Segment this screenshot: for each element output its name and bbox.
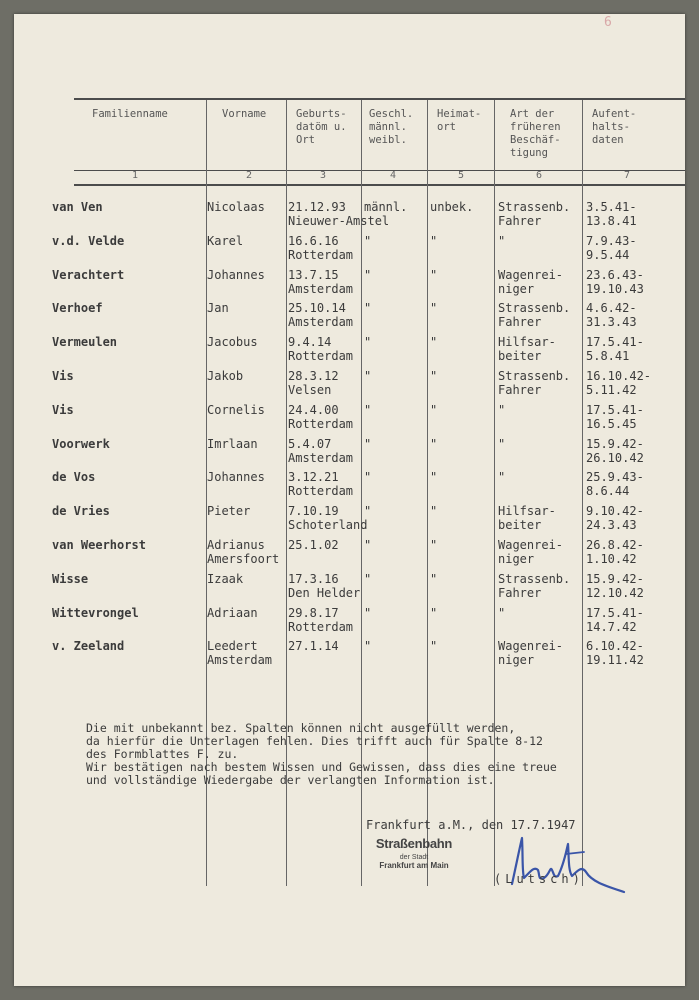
stay-dates-cell-line: 14.7.42: [586, 619, 637, 634]
col-number-5: 5: [458, 170, 465, 181]
home-town-cell-line: unbek.: [430, 200, 474, 214]
home-town-cell-line: ": [430, 571, 438, 586]
stamp-subtitle-1: der Stadt: [399, 854, 429, 861]
home-town-cell-line: ": [430, 436, 438, 451]
occupation-cell: [498, 335, 556, 363]
family-name-cell-line: Vis: [52, 402, 74, 417]
stay-dates-cell-line: 7.9.43-: [586, 233, 637, 248]
header-beschaeftigung: Art der früheren Beschäf- tigung: [510, 108, 561, 159]
birth-cell-line: 16.6.16: [288, 233, 339, 248]
family-name-cell-line: Verachtert: [52, 267, 125, 282]
family-name-cell-line: v.d. Velde: [52, 233, 125, 248]
occupation-cell: [498, 268, 563, 296]
first-name-cell: [207, 504, 250, 518]
stay-dates-cell: [586, 301, 637, 329]
first-name-cell: [207, 606, 258, 620]
sex-cell: [364, 639, 371, 653]
first-name-cell-line: Johannes: [207, 267, 265, 282]
table-row: [14, 538, 685, 571]
home-town-cell: [430, 504, 437, 518]
first-name-cell: [207, 572, 243, 586]
occupation-cell-line: Strassenb.: [498, 571, 571, 586]
birth-cell: [288, 572, 360, 600]
first-name-cell-line: Johannes: [207, 470, 265, 485]
table-row: [14, 639, 685, 672]
home-town-cell: [430, 234, 437, 248]
home-town-cell-line: ": [430, 301, 438, 316]
header-familienname: Familienname: [92, 108, 168, 120]
sex-cell-line: ": [364, 335, 372, 350]
sex-cell: [364, 369, 371, 383]
birth-cell-line: 7.10.19: [288, 504, 339, 519]
occupation-cell: [498, 369, 570, 397]
occupation-cell: [498, 437, 505, 451]
stay-dates-cell: [586, 369, 651, 397]
first-name-cell-line: Amersfoort: [207, 552, 280, 566]
stay-dates-cell-line: 17.5.41-: [586, 335, 644, 350]
footer-line-2: da hierfür die Unterlagen fehlen. Dies trifft auch für Spalte 8-12: [86, 734, 543, 748]
col-number-1: 1: [132, 170, 139, 181]
stay-dates-cell-line: 12.10.42: [586, 585, 644, 600]
family-name-cell-line: Voorwerk: [52, 436, 110, 451]
family-name-cell-line: de Vries: [52, 504, 110, 519]
table-row: [14, 403, 685, 436]
stay-dates-cell-line: 19.11.42: [586, 653, 644, 668]
sex-cell: [364, 538, 371, 552]
sex-cell-line: ": [364, 538, 372, 552]
birth-cell: [288, 268, 353, 296]
birth-cell-line: Nieuwer-Amstel: [288, 214, 390, 228]
family-name-cell: [52, 301, 103, 315]
table-row: [14, 504, 685, 537]
sex-cell-line: männl.: [364, 200, 408, 214]
stay-dates-cell-line: 15.9.42-: [586, 436, 644, 451]
table-row: [14, 437, 685, 470]
footer-line-3: des Formblattes F. zu.: [86, 747, 239, 761]
birth-cell-line: 21.12.93: [288, 200, 346, 214]
first-name-cell: [207, 538, 279, 566]
occupation-cell-line: Hilfsar-: [498, 504, 556, 519]
sex-cell: [364, 234, 371, 248]
sex-cell-line: ": [364, 402, 372, 417]
header-aufenthaltsdaten: Aufent- halts- daten: [592, 108, 637, 146]
sex-cell-line: ": [364, 436, 372, 451]
birth-cell-line: Den Helder: [288, 585, 361, 600]
occupation-cell-line: Fahrer: [498, 383, 542, 397]
home-town-cell: [430, 606, 437, 620]
first-name-cell: [207, 268, 265, 282]
table-row: [14, 606, 685, 639]
birth-cell-line: 24.4.00: [288, 402, 339, 417]
occupation-cell-line: niger: [498, 552, 535, 566]
header-heimatort: Heimat- ort: [437, 108, 482, 133]
first-name-cell-line: Cornelis: [207, 402, 265, 417]
stay-dates-cell: [586, 606, 644, 634]
birth-cell-line: 25.10.14: [288, 301, 346, 316]
first-name-cell-line: Jakob: [207, 369, 244, 383]
table-row: [14, 234, 685, 267]
first-name-cell: [207, 639, 272, 667]
home-town-cell: [430, 538, 437, 552]
birth-cell: [288, 504, 367, 532]
col-number-4: 4: [390, 170, 397, 181]
stay-dates-cell: [586, 403, 644, 431]
home-town-cell-line: ": [430, 538, 438, 552]
birth-cell-line: 5.4.07: [288, 436, 332, 451]
first-name-cell: [207, 200, 265, 214]
stay-dates-cell: [586, 639, 644, 667]
occupation-cell-line: Wagenrei-: [498, 639, 564, 654]
stay-dates-cell-line: 17.5.41-: [586, 402, 644, 417]
corner-mark: 6: [604, 15, 612, 30]
stay-dates-cell: [586, 504, 644, 532]
stay-dates-cell-line: 5.8.41: [586, 349, 630, 364]
first-name-cell-line: Amsterdam: [207, 653, 273, 668]
stay-dates-cell-line: 3.5.41-: [586, 200, 637, 214]
family-name-cell: [52, 369, 74, 383]
first-name-cell-line: Leedert: [207, 639, 258, 654]
first-name-cell-line: Jan: [207, 301, 229, 316]
first-name-cell-line: Adrianus: [207, 538, 265, 552]
family-name-cell: [52, 335, 117, 349]
stamp-title: Straßenbahn: [375, 836, 453, 851]
birth-cell: [288, 234, 353, 262]
footer-line-1: Die mit unbekannt bez. Spalten können nicht ausgefüllt werden,: [86, 721, 516, 735]
col-number-2: 2: [246, 170, 253, 181]
first-name-cell-line: Jacobus: [207, 335, 258, 350]
home-town-cell-line: ": [430, 504, 438, 519]
home-town-cell: [430, 572, 437, 586]
table-row: [14, 572, 685, 605]
birth-cell-line: Amsterdam: [288, 281, 354, 296]
birth-cell-line: Schoterland: [288, 518, 368, 533]
sex-cell-line: ": [364, 369, 372, 383]
stay-dates-cell-line: 6.10.42-: [586, 639, 644, 654]
sex-cell-line: ": [364, 233, 372, 248]
stay-dates-cell-line: 23.6.43-: [586, 267, 644, 282]
family-name-cell: [52, 639, 124, 653]
home-town-cell: [430, 268, 437, 282]
family-name-cell: [52, 572, 88, 586]
sex-cell: [364, 504, 371, 518]
first-name-cell-line: Pieter: [207, 504, 251, 519]
sex-cell: [364, 437, 371, 451]
family-name-cell: [52, 606, 139, 620]
header-geschlecht: Geschl. männl. weibl.: [369, 108, 414, 146]
stay-dates-cell: [586, 335, 644, 363]
family-name-cell: [52, 437, 110, 451]
family-name-cell-line: Vis: [52, 369, 74, 383]
stay-dates-cell-line: 16.10.42-: [586, 369, 652, 383]
stay-dates-cell-line: 9.10.42-: [586, 504, 644, 519]
sex-cell-line: ": [364, 504, 372, 519]
occupation-cell-line: ": [498, 233, 506, 248]
signer-name: (Lutsch): [494, 872, 584, 886]
sex-cell-line: ": [364, 267, 372, 282]
birth-cell-line: Amsterdam: [288, 315, 354, 330]
first-name-cell: [207, 403, 265, 417]
table-row: [14, 200, 685, 233]
table-row: [14, 470, 685, 503]
occupation-cell: [498, 403, 505, 417]
sex-cell-line: ": [364, 470, 372, 485]
stay-dates-cell-line: 26.10.42: [586, 450, 644, 465]
header-geburtsdatum: Geburts- datöm u. Ort: [296, 108, 347, 146]
family-name-cell-line: Vermeulen: [52, 335, 118, 350]
family-name-cell: [52, 268, 124, 282]
birth-cell: [288, 301, 353, 329]
family-name-cell-line: v. Zeeland: [52, 639, 125, 654]
sex-cell: [364, 470, 371, 484]
family-name-cell-line: de Vos: [52, 470, 96, 485]
occupation-cell: [498, 234, 505, 248]
birth-cell-line: Rotterdam: [288, 619, 354, 634]
family-name-cell-line: van Weerhorst: [52, 538, 146, 552]
stay-dates-cell-line: 25.9.43-: [586, 470, 644, 485]
family-name-cell-line: van Ven: [52, 200, 103, 214]
home-town-cell-line: ": [430, 470, 438, 485]
occupation-cell: [498, 639, 563, 667]
document-page: [14, 14, 685, 986]
birth-cell: [288, 538, 339, 552]
sex-cell-line: ": [364, 571, 372, 586]
stay-dates-cell: [586, 268, 644, 296]
occupation-cell-line: Strassenb.: [498, 301, 571, 316]
occupation-cell-line: ": [498, 605, 506, 620]
first-name-cell: [207, 335, 258, 349]
family-name-cell: [52, 470, 95, 484]
home-town-cell: [430, 200, 473, 214]
occupation-cell: [498, 538, 563, 566]
first-name-cell: [207, 470, 265, 484]
sex-cell-line: ": [364, 639, 372, 654]
occupation-cell-line: Fahrer: [498, 585, 542, 600]
company-stamp: [364, 836, 464, 870]
occupation-cell-line: Strassenb.: [498, 369, 571, 383]
birth-cell-line: Amsterdam: [288, 450, 354, 465]
first-name-cell: [207, 369, 243, 383]
stay-dates-cell-line: 31.3.43: [586, 315, 637, 330]
table-row: [14, 335, 685, 368]
occupation-cell: [498, 606, 505, 620]
home-town-cell: [430, 369, 437, 383]
stay-dates-cell-line: 4.6.42-: [586, 301, 637, 316]
family-name-cell: [52, 200, 103, 214]
birth-cell: [288, 437, 353, 465]
first-name-cell-line: Karel: [207, 233, 244, 248]
sex-cell-line: ": [364, 301, 372, 316]
family-name-cell: [52, 538, 146, 552]
birth-cell-line: Velsen: [288, 383, 332, 397]
stay-dates-cell-line: 16.5.45: [586, 416, 637, 431]
place-and-date: Frankfurt a.M., den 17.7.1947: [366, 818, 576, 832]
footer-line-5: und vollständige Wiedergabe der verlangten Information ist.: [86, 773, 495, 787]
family-name-cell-line: Verhoef: [52, 301, 103, 316]
stay-dates-cell-line: 9.5.44: [586, 247, 630, 262]
col-number-3: 3: [320, 170, 327, 181]
home-town-cell: [430, 301, 437, 315]
number-bottom-rule: [74, 184, 685, 186]
family-name-cell: [52, 234, 124, 248]
home-town-cell-line: ": [430, 402, 438, 417]
birth-cell-line: 27.1.14: [288, 639, 339, 654]
birth-cell-line: 9.4.14: [288, 335, 332, 350]
birth-cell: [288, 335, 353, 363]
family-name-cell-line: Wisse: [52, 571, 89, 586]
home-town-cell: [430, 437, 437, 451]
stay-dates-cell-line: 13.8.41: [586, 214, 637, 228]
stay-dates-cell-line: 5.11.42: [586, 383, 637, 397]
occupation-cell: [498, 504, 556, 532]
stay-dates-cell: [586, 538, 644, 566]
occupation-cell-line: niger: [498, 281, 535, 296]
stay-dates-cell: [586, 470, 644, 498]
occupation-cell-line: niger: [498, 653, 535, 668]
stay-dates-cell: [586, 200, 637, 228]
home-town-cell-line: ": [430, 639, 438, 654]
first-name-cell-line: Izaak: [207, 571, 244, 586]
birth-cell: [288, 639, 339, 653]
stay-dates-cell-line: 19.10.43: [586, 281, 644, 296]
birth-cell-line: 28.3.12: [288, 369, 339, 383]
first-name-cell-line: Adriaan: [207, 605, 258, 620]
birth-cell-line: Rotterdam: [288, 416, 354, 431]
family-name-cell-line: Wittevrongel: [52, 605, 139, 620]
stay-dates-cell: [586, 437, 644, 465]
first-name-cell: [207, 234, 243, 248]
occupation-cell-line: Fahrer: [498, 315, 542, 330]
table-row: [14, 301, 685, 334]
occupation-cell-line: beiter: [498, 349, 542, 364]
birth-cell-line: Rotterdam: [288, 247, 354, 262]
home-town-cell-line: ": [430, 233, 438, 248]
home-town-cell: [430, 639, 437, 653]
home-town-cell-line: ": [430, 369, 438, 383]
occupation-cell-line: ": [498, 436, 506, 451]
stamp-subtitle-2: Frankfurt am Main: [379, 861, 449, 870]
stay-dates-cell-line: 1.10.42: [586, 552, 637, 566]
occupation-cell-line: ": [498, 470, 506, 485]
sex-cell: [364, 403, 371, 417]
table-row: [14, 369, 685, 402]
occupation-cell-line: Hilfsar-: [498, 335, 556, 350]
occupation-cell: [498, 572, 570, 600]
occupation-cell-line: beiter: [498, 518, 542, 533]
col-number-6: 6: [536, 170, 543, 181]
home-town-cell: [430, 335, 437, 349]
family-name-cell: [52, 504, 110, 518]
birth-cell-line: Rotterdam: [288, 349, 354, 364]
occupation-cell-line: Wagenrei-: [498, 538, 564, 552]
header-vorname: Vorname: [222, 108, 267, 120]
occupation-cell-line: Wagenrei-: [498, 267, 564, 282]
birth-cell-line: 25.1.02: [288, 538, 339, 552]
sex-cell-line: ": [364, 605, 372, 620]
sex-cell: [364, 335, 371, 349]
home-town-cell-line: ": [430, 605, 438, 620]
sex-cell: [364, 301, 371, 315]
first-name-cell: [207, 301, 229, 315]
first-name-cell: [207, 437, 258, 451]
table-top-rule: [74, 98, 685, 100]
stay-dates-cell-line: 17.5.41-: [586, 605, 644, 620]
birth-cell-line: 13.7.15: [288, 267, 339, 282]
stay-dates-cell: [586, 234, 637, 262]
first-name-cell-line: Nicolaas: [207, 200, 265, 214]
home-town-cell-line: ": [430, 267, 438, 282]
sex-cell: [364, 268, 371, 282]
col-number-7: 7: [624, 170, 631, 181]
sex-cell: [364, 606, 371, 620]
family-name-cell: [52, 403, 74, 417]
stay-dates-cell-line: 24.3.43: [586, 518, 637, 533]
header-bottom-rule: [74, 170, 685, 171]
occupation-cell-line: Strassenb.: [498, 200, 571, 214]
birth-cell: [288, 369, 339, 397]
occupation-cell: [498, 301, 570, 329]
footer-statement: [86, 722, 557, 787]
birth-cell-line: 17.3.16: [288, 571, 339, 586]
birth-cell-line: Rotterdam: [288, 484, 354, 499]
first-name-cell-line: Imrlaan: [207, 436, 258, 451]
home-town-cell: [430, 470, 437, 484]
birth-cell: [288, 470, 353, 498]
home-town-cell: [430, 403, 437, 417]
home-town-cell-line: ": [430, 335, 438, 350]
birth-cell-line: 3.12.21: [288, 470, 339, 485]
sex-cell: [364, 200, 407, 214]
stay-dates-cell-line: 26.8.42-: [586, 538, 644, 552]
footer-line-4: Wir bestätigen nach bestem Wissen und Gewissen, dass dies eine treue: [86, 760, 557, 774]
birth-cell: [288, 606, 353, 634]
occupation-cell-line: ": [498, 402, 506, 417]
birth-cell-line: 29.8.17: [288, 605, 339, 620]
occupation-cell: [498, 470, 505, 484]
stay-dates-cell-line: 15.9.42-: [586, 571, 644, 586]
sex-cell: [364, 572, 371, 586]
stay-dates-cell: [586, 572, 644, 600]
table-row: [14, 268, 685, 301]
occupation-cell-line: Fahrer: [498, 214, 542, 228]
stay-dates-cell-line: 8.6.44: [586, 484, 630, 499]
occupation-cell: [498, 200, 570, 228]
birth-cell: [288, 403, 353, 431]
